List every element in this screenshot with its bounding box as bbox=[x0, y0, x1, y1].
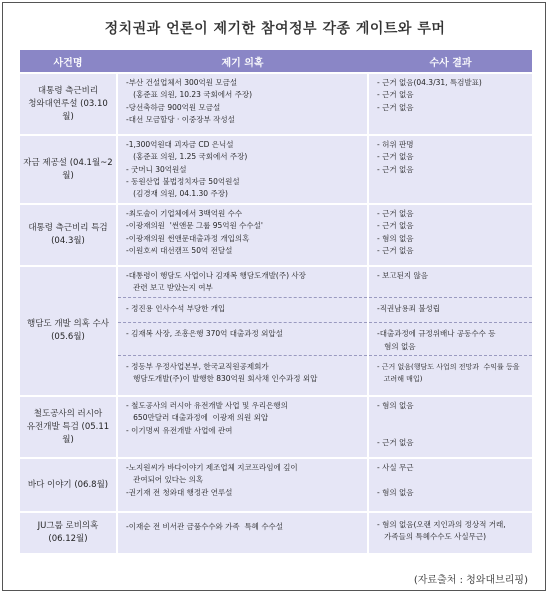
header-case-name: 사건명 bbox=[53, 57, 83, 69]
sub-allegation: - 정동부 우정사업본부, 한국교직원공제회가 행담도개발(주)이 발행한 830억원 회사채 인수과정 외압 bbox=[118, 355, 367, 395]
table-row bbox=[20, 397, 532, 457]
allegations: -1,300억원대 괴자금 CD 은닉설 (홍준표 의원, 1.25 국회에서 주장) - 굿머니 30억원설 - 동원산업 불법정치자금 50억원설 (김경재 의원, 04.1.30 주장) bbox=[118, 136, 367, 203]
case-name: 대통령 측근비리 청와대연루설 (03.10월) bbox=[20, 74, 116, 134]
table-row bbox=[20, 136, 532, 203]
allegations bbox=[118, 267, 367, 395]
case-name: JU그룹 로비의혹 (06.12월) bbox=[20, 513, 116, 553]
sub-allegation: - 정진용 인사수석 부당한 개입 bbox=[118, 297, 367, 323]
source-note: (자료출처 : 청와대브리핑) bbox=[413, 575, 528, 586]
case-name: 바다 이야기 (06.8월) bbox=[20, 459, 116, 511]
allegations: -부산 건설업체서 300억원 모금설 (홍준표 의원, 10.23 국회에서 주장) -당선축하금 900억원 모금설 -대선 모금할당 · 이중장부 작성설 bbox=[118, 74, 367, 134]
table-header bbox=[20, 50, 532, 72]
sub-allegation: -대통령이 행담도 사업이나 김재복 행담도개발(주) 사장 관련 보고 받았는지 여부 bbox=[126, 271, 306, 293]
allegations: -이재순 전 비서관 금품수수와 가족 특혜 수수설 bbox=[118, 513, 367, 553]
table-row bbox=[20, 205, 532, 265]
header-results: 수사 결과 bbox=[429, 57, 472, 69]
investigation-results: - 혐의 없음(오랜 지인과의 정상적 거래, 가족들의 특혜수수도 사실무근) bbox=[369, 513, 532, 553]
investigation-results bbox=[369, 267, 532, 395]
header-allegations: 제기 의혹 bbox=[221, 57, 264, 69]
page-title: 정치권과 언론이 제기한 참여정부 각종 게이트와 루머 bbox=[104, 21, 446, 37]
allegations: - 철도공사의 러시아 유전개발 사업 및 우리은행의 650만달러 대출과정에 이광재 의원 외압 - 이기명씨 유전개발 사업에 관여 bbox=[118, 397, 367, 457]
investigation-results: - 혐의 없음 - 근거 없음 bbox=[369, 397, 532, 457]
sub-allegation: - 김재복 사장, 조흥은행 370억 대출과정 외압설 bbox=[118, 322, 367, 355]
case-name: 대통령 측근비리 특검 (04.3월) bbox=[20, 205, 116, 265]
allegations: -노지원씨가 바다이야기 제조업체 지코프라임에 깊이 관여되어 있다는 의혹 -권기재 전 청와대 행정관 연루설 bbox=[118, 459, 367, 511]
gate-table bbox=[20, 50, 532, 553]
sub-result: -대출과정에 규정위배나 공동수수 등 혐의 없음 bbox=[369, 322, 532, 355]
table-row bbox=[20, 267, 532, 395]
table-row bbox=[20, 513, 532, 553]
table-row bbox=[20, 459, 532, 511]
sub-result: -직권남용죄 불성립 bbox=[369, 297, 532, 323]
sub-result: - 보고된지 않음 bbox=[377, 271, 428, 280]
investigation-results: - 사실 무근 - 혐의 없음 bbox=[369, 459, 532, 511]
investigation-results: - 허위 판명 - 근거 없음 - 근거 없음 bbox=[369, 136, 532, 203]
allegations: -최도술이 기업체에서 3백억원 수수 -이광재의원 '썬앤문 그룹 95억원 수수설' -이광재의원 썬앤문대출과정 개입의혹 -이원호씨 대선캠프 50억 전달설 bbox=[118, 205, 367, 265]
case-name: 철도공사의 러시아 유전개발 특검 (05.11월) bbox=[20, 397, 116, 457]
case-name: 행담도 개발 의혹 수사 (05.6월) bbox=[20, 267, 116, 395]
case-name: 자금 제공설 (04.1월~2월) bbox=[20, 136, 116, 203]
investigation-results: - 근거 없음 - 근거 없음 - 혐의 없음 - 근거 없음 bbox=[369, 205, 532, 265]
investigation-results: - 근거 없음(04.3/31, 특검발표) - 근거 없음 - 근거 없음 bbox=[369, 74, 532, 134]
table-row bbox=[20, 74, 532, 134]
sub-result: - 근거 없음(행담도 사업의 전망과 수익률 등을 고려해 매입) bbox=[369, 355, 532, 395]
